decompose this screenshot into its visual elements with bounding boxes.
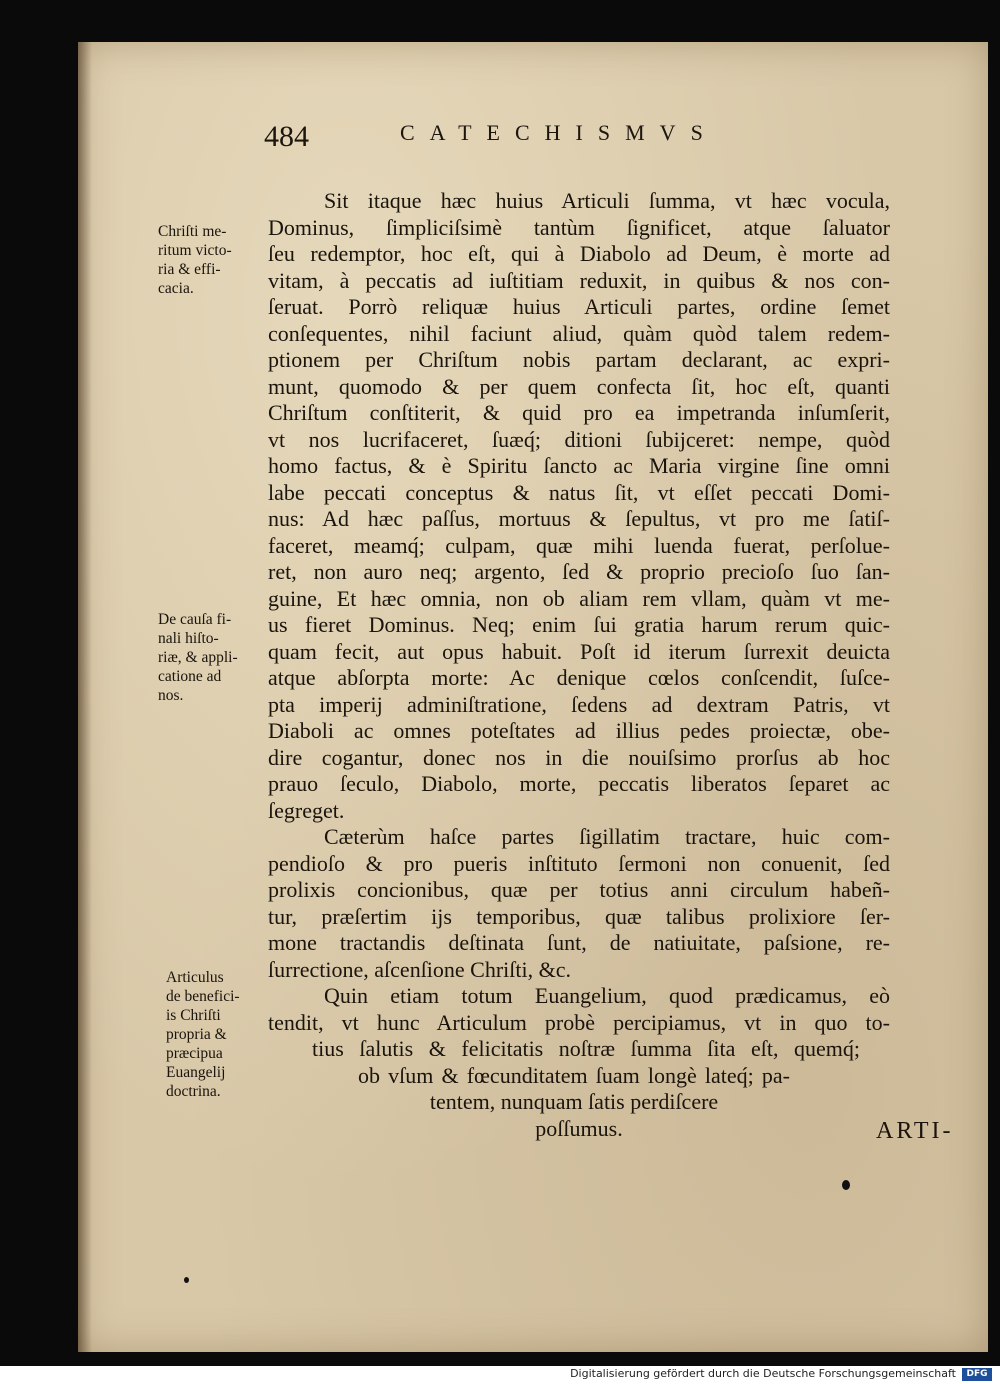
text-line: ſegreget.: [268, 797, 345, 823]
dfg-logo-icon: DFG: [962, 1368, 992, 1381]
text-line: quam fecit, aut opus habuit. Poſt id iterum ſurrexit deuicta: [268, 638, 890, 664]
text-line: Dominus, ſimpliciſsimè tantùm ſignificet, atque ſaluator: [268, 214, 890, 240]
text-line: conſequentes, nihil faciunt aliud, quàm quòd talem redem-: [268, 320, 890, 346]
text-line: dire cogantur, donec nos in die nouiſsimo prorſus ab hoc: [268, 744, 890, 770]
text-line: prolixis concionibus, quæ per totius anni circulum habeñ-: [268, 877, 890, 902]
page-number: 484: [264, 120, 309, 153]
text-line: Cæterùm haſce partes ſigillatim tractare, huic com-: [324, 824, 890, 849]
text-line: prauo ſeculo, Diabolo, morte, peccatis liberatos ſeparet ac: [268, 771, 890, 796]
text-line: ret, non auro neq; argento, ſed & proprio precioſo ſuo ſan-: [268, 559, 890, 584]
catchword: ARTI-: [876, 1118, 954, 1144]
text-line: tentem, nunquam ſatis perdiſcere: [429, 1089, 719, 1114]
page-gutter-shadow: [78, 42, 92, 1352]
text-line: pendioſo & pro pueris inſtituto ſermoni non conuenit, ſed: [268, 850, 890, 876]
text-line: Sit itaque hæc huius Articuli ſumma, vt hæc vocula,: [324, 188, 890, 213]
text-line: labe peccati conceptus & natus ſit, vt eſſet peccati Domi-: [268, 479, 890, 505]
margin-note-2: De cauſa fi- nali hiſto- riæ, & appli- catione ad nos.: [158, 611, 238, 704]
text-line: vt nos lucrifaceret, ſuæq́; ditioni ſubijceret: nempe, quòd: [268, 426, 890, 452]
text-line: ſeu redemptor, hoc eſt, qui à Diabolo ad Deum, è morte ad: [268, 241, 890, 266]
ink-spot: [842, 1180, 850, 1190]
text-line: tendit, vt hunc Articulum probè percipiamus, vt in quo to-: [268, 1009, 890, 1035]
text-line: ſeruat. Porrò reliquæ huius Articuli partes, ordine ſemet: [268, 294, 890, 319]
running-head: CATECHISMVS: [400, 120, 718, 145]
text-line: Quin etiam totum Euangelium, quod prædicamus, eò: [324, 983, 890, 1008]
text-line: mone tractandis deſtinata ſunt, de natiuitate, paſsione, re-: [268, 930, 890, 955]
ink-spot: [184, 1277, 189, 1283]
text-line: poſſumus.: [535, 1115, 623, 1141]
margin-note-1: Chriſti me- ritum victo- ria & effi- cacia.: [158, 223, 232, 297]
text-line: tur, præſertim ijs temporibus, quæ talibus prolixiore ſer-: [268, 903, 890, 929]
text-line: vitam, à peccatis ad iuſtitiam reduxit, in quibus & nos con-: [268, 267, 890, 293]
text-line: guine, Et hæc omnia, non ob aliam rem vllam, quàm vt me-: [268, 585, 890, 611]
funding-credit: Digitalisierung gefördert durch die Deutsche Forschungsgemeinschaft: [570, 1367, 956, 1380]
body-text: [268, 188, 890, 1142]
text-line: munt, quomodo & per quem confecta ſit, hoc eſt, quanti: [268, 373, 890, 399]
text-line: ſurrectione, aſcenſione Chriſti, &c.: [268, 956, 572, 982]
text-line: ob vſum & fœcunditatem ſuam longè lateq́; pa-: [358, 1062, 790, 1088]
text-line: tius ſalutis & felicitatis noſtræ ſumma ſita eſt, quemq́;: [312, 1036, 860, 1061]
text-line: faceret, meamq́; culpam, quæ mihi luenda fuerat, perſolue-: [268, 532, 890, 558]
text-line: homo factus, & è Spiritu ſancto ac Maria virgine ſine omni: [268, 453, 890, 478]
text-line: Diaboli ac omnes poteſtates ad illius pedes proiectæ, obe-: [268, 718, 890, 743]
text-line: nus: Ad hæc paſſus, mortuus & ſepultus, vt pro me ſatiſ-: [268, 506, 890, 531]
text-line: Chriſtum conſtiterit, & quid pro ea impetranda inſumſerit,: [268, 400, 890, 425]
text-line: us fieret Dominus. Neq; enim ſui gratia harum rerum quic-: [268, 612, 890, 637]
text-line: pta imperij adminiſtratione, ſedens ad dextram Patris, vt: [268, 691, 890, 717]
margin-note-3: Articulus de benefici- is Chriſti propria & præcipua Euangelij doctrina.: [166, 969, 240, 1100]
text-line: ptionem per Chriſtum nobis partam declarant, ac expri-: [268, 347, 890, 372]
text-line: atque abſorpta morte: Ac denique cœlos conſcendit, ſuſce-: [268, 665, 890, 690]
